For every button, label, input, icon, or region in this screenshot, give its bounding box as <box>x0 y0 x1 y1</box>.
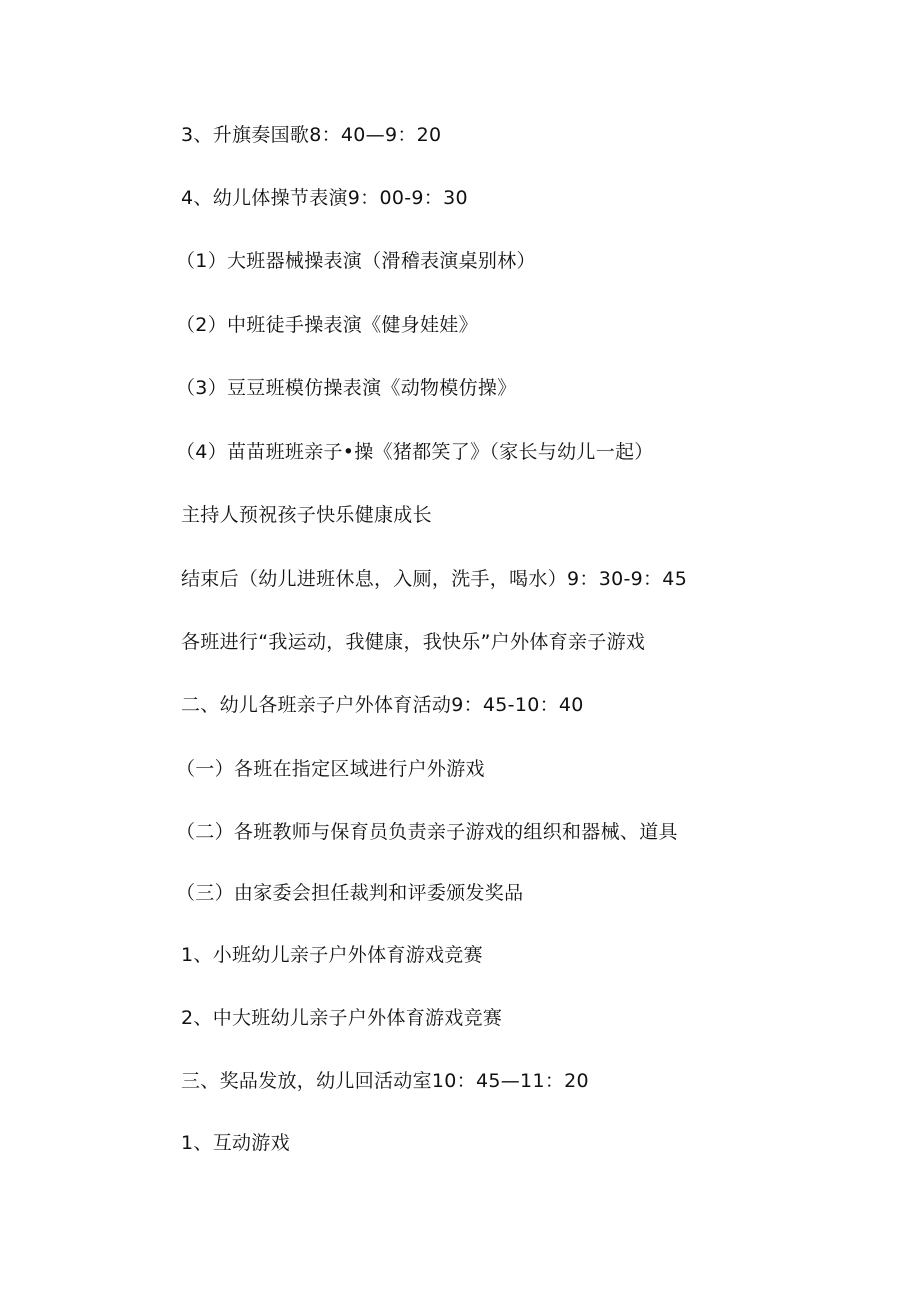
text-line-item-3: （3）豆豆班模仿操表演《动物模仿操》 <box>176 377 517 399</box>
text-line-mid-class: 2、中大班幼儿亲子户外体育游戏竞赛 <box>181 1007 503 1029</box>
text-line-item-4: （4）苗苗班班亲子•操《猪都笑了》（家长与幼儿一起） <box>176 441 654 463</box>
text-line-class-games: 各班进行“我运动，我健康，我快乐”户外体育亲子游戏 <box>181 631 646 653</box>
text-line-sub-two: （二）各班教师与保育员负责亲子游戏的组织和器械、道具 <box>176 821 678 843</box>
text-line-section-three: 三、奖品发放，幼儿回活动室10：45—11：20 <box>181 1070 589 1092</box>
text-line-host: 主持人预祝孩子快乐健康成长 <box>181 504 432 526</box>
text-line-gymnastics: 4、幼儿体操节表演9：00-9：30 <box>181 187 468 209</box>
text-line-interactive: 1、互动游戏 <box>181 1132 290 1154</box>
text-line-item-1: （1）大班器械操表演（滑稽表演桌别林） <box>176 250 536 272</box>
text-line-flag-raising: 3、升旗奏国歌8：40—9：20 <box>181 124 442 146</box>
text-line-small-class: 1、小班幼儿亲子户外体育游戏竞赛 <box>181 944 483 966</box>
text-line-section-two: 二、幼儿各班亲子户外体育活动9：45-10：40 <box>181 694 584 716</box>
text-line-item-2: （2）中班徒手操表演《健身娃娃》 <box>176 314 478 336</box>
text-line-sub-three: （三）由家委会担任裁判和评委颁发奖品 <box>176 882 524 904</box>
text-line-after: 结束后（幼儿进班休息，入厕，洗手，喝水）9：30-9：45 <box>181 568 688 590</box>
text-line-sub-one: （一）各班在指定区域进行户外游戏 <box>176 758 485 780</box>
